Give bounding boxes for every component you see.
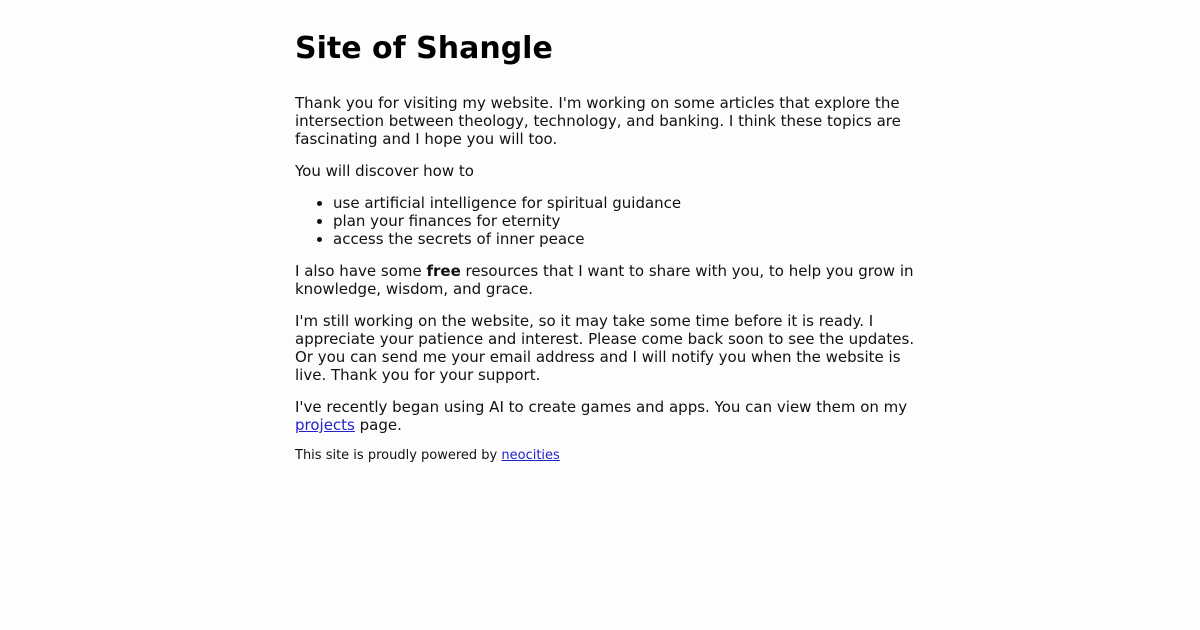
- intro-paragraph: Thank you for visiting my website. I'm working on some articles that explore the intersection between theology, technology, and banking. I think these topics are fascinating and I hope you will too.: [295, 94, 901, 148]
- projects-text-after: page.: [354, 416, 402, 434]
- footer-text: This site is proudly powered by: [295, 448, 502, 463]
- discover-lead: You will discover how to: [295, 162, 474, 180]
- resources-text-before: I also have some: [295, 262, 427, 280]
- footer-powered-by: [295, 448, 915, 464]
- page-content: [295, 30, 915, 478]
- list-item: • access the secrets of inner peace: [333, 230, 915, 248]
- projects-text-before: I've recently began using AI to create games and apps. You can view them on my: [295, 398, 908, 416]
- resources-paragraph: [295, 262, 915, 298]
- discover-list: [295, 194, 915, 248]
- page-title: Site of Shangle: [295, 31, 553, 66]
- list-item: • plan your finances for eternity: [333, 212, 915, 230]
- resources-text-after: resources that I want to share with you, to help you grow in knowledge, wisdom, and grace.: [295, 262, 914, 298]
- projects-paragraph: [295, 398, 915, 434]
- still-working-paragraph: I'm still working on the website, so it may take some time before it is ready. I appreciate your patience and interest. Please come back soon to see the updates. Or you can send me your email address and I will notify you when the website is live. Thank you for your support.: [295, 312, 915, 384]
- resources-free-text: free: [426, 262, 461, 280]
- list-item: • use artificial intelligence for spiritual guidance: [333, 194, 915, 212]
- neocities-link[interactable]: neocities: [501, 448, 560, 463]
- projects-link[interactable]: projects: [295, 416, 355, 434]
